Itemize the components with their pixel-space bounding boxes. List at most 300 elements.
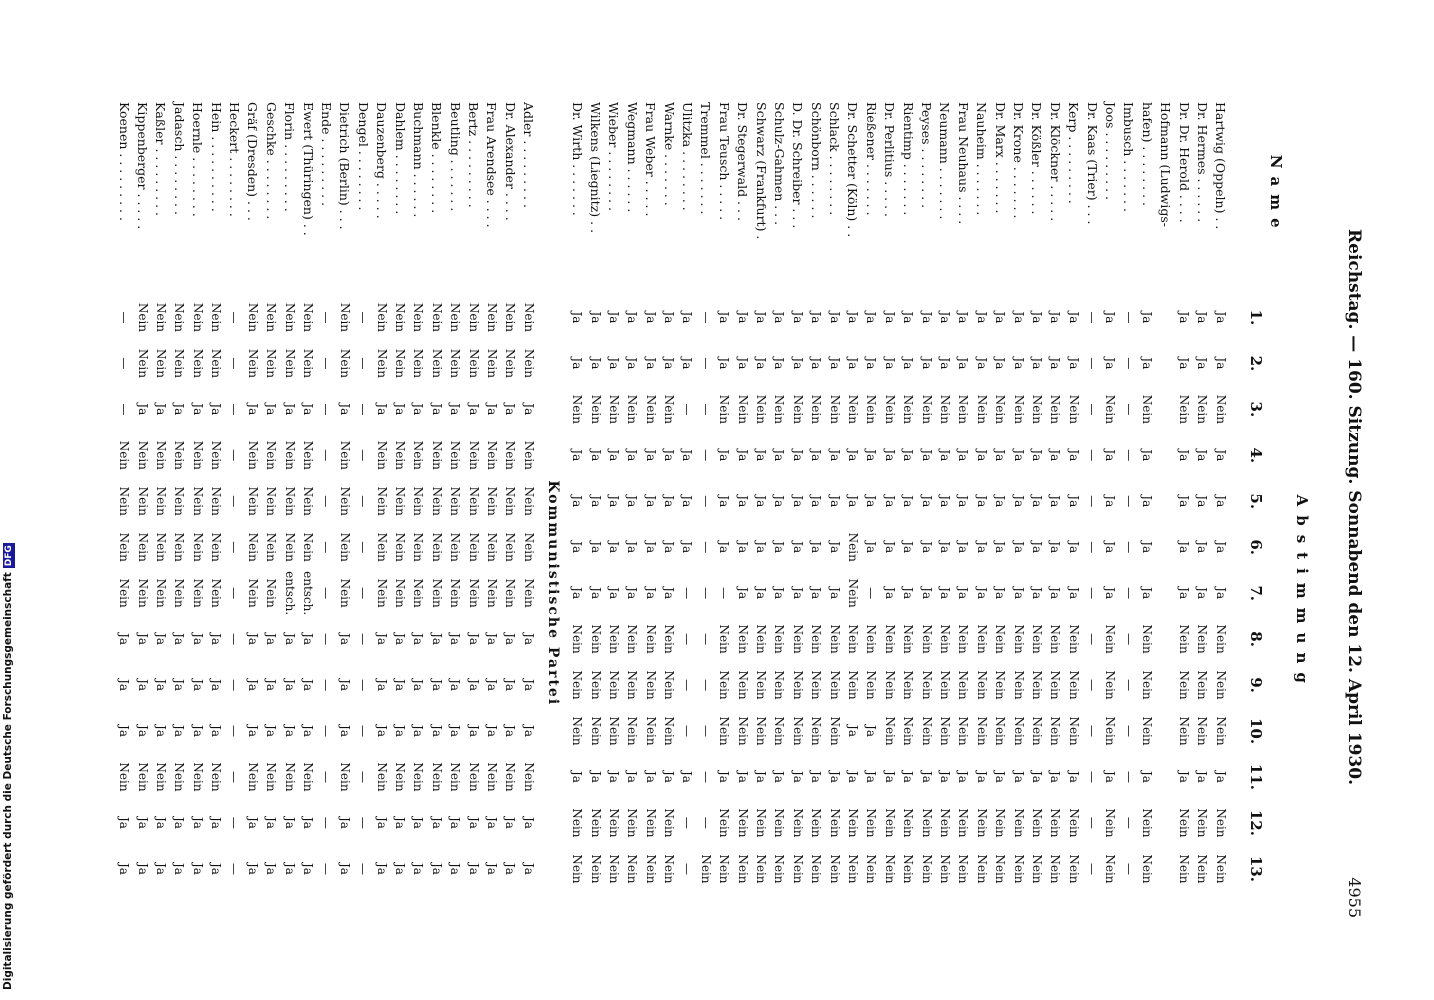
vote-cell: Nein — [625, 716, 640, 746]
vote-cell: Ja — [1195, 495, 1210, 508]
table-row — [642, 96, 660, 892]
vote-cell: Ja — [521, 403, 536, 416]
vote-cell: Ja — [245, 403, 260, 416]
vote-cell: Ja — [717, 449, 732, 462]
vote-cell: Ja — [901, 587, 916, 600]
vote-cell: Ja — [190, 816, 205, 829]
vote-cell: — — [698, 816, 713, 829]
vote-cell: Nein — [466, 440, 481, 470]
vote-cell: Nein — [301, 302, 316, 333]
member-name: Hoernle . . . . . . . . — [190, 102, 206, 217]
vote-cell: Ja — [680, 357, 695, 370]
vote-cell: Ja — [1029, 449, 1044, 462]
vote-cell: Nein — [135, 578, 150, 608]
vote-cell: Ja — [135, 862, 150, 875]
vote-cell: Ja — [448, 679, 463, 692]
vote-cell: Ja — [282, 725, 297, 737]
vote-cell: Nein — [1048, 716, 1063, 746]
vote-cell: Nein — [588, 808, 603, 838]
vote-cell: Ja — [264, 679, 279, 692]
vote-cell: Nein — [1029, 670, 1044, 700]
vote-cell: Ja — [448, 816, 463, 829]
vote-cell: Ja — [772, 449, 787, 462]
vote-cell: — — [319, 357, 334, 370]
vote-cell: Nein — [809, 394, 824, 424]
vote-cell: Nein — [484, 578, 499, 608]
vote-cell: Nein — [588, 394, 603, 424]
vote-cell: Ja — [827, 311, 842, 324]
vote-cell: Nein — [301, 762, 316, 792]
vote-cell: Ja — [937, 449, 952, 462]
vote-cell: Nein — [772, 670, 787, 700]
member-name: Florin . . . . . . . . . — [282, 102, 298, 212]
vote-cell: Nein — [448, 762, 463, 792]
vote-cell: Nein — [484, 762, 499, 792]
vote-cell: Ja — [588, 770, 603, 783]
vote-cell: Nein — [974, 624, 989, 654]
vote-cell: Nein — [521, 348, 536, 378]
vote-cell: Ja — [1066, 587, 1081, 600]
vote-cell: Nein — [1177, 716, 1192, 746]
table-row — [1138, 96, 1156, 892]
vote-cell: — — [1085, 633, 1100, 646]
vote-cell: Ja — [393, 679, 408, 692]
vote-cell: Ja — [735, 311, 750, 324]
vote-cell — [1156, 846, 1174, 892]
vote-cell: Ja — [1213, 311, 1228, 324]
vote-cell: Ja — [411, 816, 426, 829]
table-row — [262, 96, 280, 892]
vote-cell: Ja — [190, 862, 205, 875]
vote-cell: Ja — [1029, 770, 1044, 783]
vote-cell: Nein — [448, 578, 463, 608]
vote-cell: — — [319, 633, 334, 646]
vote-number-header: 12. — [1246, 809, 1265, 836]
vote-cell: Ja — [993, 357, 1008, 370]
vote-cell: — — [227, 495, 242, 508]
table-row — [170, 96, 188, 892]
vote-cell: Nein — [448, 486, 463, 516]
vote-cell: Nein — [1213, 808, 1228, 838]
vote-cell: Ja — [1213, 541, 1228, 554]
vote-cell: — — [698, 541, 713, 554]
member-name: Ewert (Thüringen) . . — [300, 102, 316, 236]
vote-cell: — — [227, 862, 242, 875]
table-row — [770, 96, 788, 892]
vote-cell: Nein — [790, 716, 805, 746]
vote-cell: Nein — [570, 394, 585, 424]
vote-cell: Ja — [827, 495, 842, 508]
table-row — [1083, 96, 1101, 892]
member-name: Hartwig (Oppeln) . . — [1213, 102, 1229, 230]
vote-table-body — [115, 96, 1230, 892]
vote-cell: Nein — [245, 440, 260, 470]
vote-cell: Ja — [448, 725, 463, 737]
vote-cell: Ja — [117, 816, 132, 829]
vote-cell: Ja — [117, 725, 132, 737]
vote-cell: Nein — [521, 532, 536, 562]
vote-cell: Ja — [993, 587, 1008, 600]
vote-cell: Nein — [974, 854, 989, 884]
vote-cell: Ja — [919, 449, 934, 462]
vote-cell: Nein — [374, 532, 389, 562]
vote-cell: Nein — [135, 348, 150, 378]
vote-cell: Nein — [827, 670, 842, 700]
table-row — [586, 96, 604, 892]
vote-cell: Ja — [827, 770, 842, 783]
table-row — [483, 96, 501, 892]
vote-cell: — — [227, 357, 242, 370]
vote-cell: Ja — [846, 725, 860, 737]
vote-cell: Ja — [374, 816, 389, 829]
vote-cell: Ja — [264, 725, 279, 737]
vote-cell: — — [356, 862, 371, 875]
vote-cell: Ja — [521, 862, 536, 875]
vote-cell: Ja — [1103, 449, 1118, 462]
table-row — [225, 96, 243, 892]
vote-cell: Ja — [245, 816, 260, 829]
vote-cell: Ja — [790, 495, 805, 508]
member-name: Wieber . . . . . . . . — [606, 102, 622, 211]
vote-cell: — — [319, 495, 334, 508]
vote-cell: Ja — [1048, 357, 1063, 370]
table-row — [991, 96, 1009, 892]
vote-cell: Ja — [190, 633, 205, 646]
vote-number-header: 5. — [1246, 493, 1265, 510]
table-row — [1212, 96, 1230, 892]
vote-cell: Nein — [245, 302, 260, 333]
member-name: Dr. Wirth . . . . . . . — [569, 102, 585, 216]
vote-cell: Nein — [956, 716, 971, 746]
vote-cell: Ja — [245, 679, 260, 692]
vote-cell: Nein — [484, 440, 499, 470]
vote-cell: Ja — [588, 541, 603, 554]
vote-cell: Ja — [662, 311, 677, 324]
vote-cell: — — [117, 357, 132, 370]
vote-cell: Ja — [264, 816, 279, 829]
dfg-logo: DFG — [4, 545, 14, 567]
vote-cell: Ja — [717, 357, 732, 370]
vote-cell: Nein — [956, 808, 971, 838]
vote-cell: — — [227, 633, 242, 646]
vote-cell: Nein — [209, 486, 224, 516]
vote-cell: Nein — [1103, 854, 1118, 884]
vote-cell: — — [1085, 587, 1100, 600]
vote-cell: Nein — [735, 394, 750, 424]
vote-cell: Ja — [735, 357, 750, 370]
vote-cell: Nein — [448, 532, 463, 562]
vote-cell: Ja — [466, 679, 481, 692]
vote-cell: Ja — [209, 633, 224, 646]
vote-cell: Nein — [117, 762, 132, 792]
vote-cell: Nein — [209, 302, 224, 333]
vote-cell: Nein — [1029, 808, 1044, 838]
vote-cell: Ja — [282, 679, 297, 692]
vote-cell: Ja — [411, 725, 426, 737]
vote-cell: Nein — [662, 624, 677, 654]
vote-cell: Nein — [172, 578, 187, 608]
vote-cell: Nein — [172, 762, 187, 792]
table-row — [697, 96, 715, 892]
vote-cell: Ja — [882, 357, 897, 370]
vote-cell: — — [117, 311, 132, 324]
member-name: Koenen . . . . . . . . . — [116, 102, 132, 221]
vote-cell: — — [698, 725, 713, 738]
vote-cell: Nein — [337, 302, 352, 333]
vote-cell: Nein — [245, 532, 260, 562]
vote-cell: Nein — [662, 394, 677, 424]
vote-cell: Ja — [503, 862, 518, 875]
vote-cell: Nein — [974, 716, 989, 746]
vote-cell: Nein — [190, 486, 205, 516]
table-row — [917, 96, 935, 892]
vote-cell: Nein — [466, 348, 481, 378]
vote-cell: Nein — [337, 348, 352, 378]
vote-cell: Nein — [264, 532, 279, 562]
vote-cell: — — [698, 311, 713, 324]
vote-cell: — — [698, 633, 713, 646]
vote-cell: Nein — [337, 578, 352, 608]
vote-cell: Nein — [1011, 624, 1026, 654]
vote-cell: Ja — [827, 449, 842, 462]
vote-cell: Ja — [974, 587, 989, 600]
vote-cell: — — [1085, 495, 1100, 508]
vote-cell: Nein — [503, 762, 518, 792]
table-row — [1028, 96, 1046, 892]
vote-cell: Nein — [809, 670, 824, 700]
running-head — [1336, 96, 1364, 918]
vote-cell: — — [356, 449, 371, 462]
vote-cell: Ja — [919, 587, 934, 600]
vote-cell: Ja — [1029, 311, 1044, 324]
vote-cell: Nein — [301, 440, 316, 470]
vote-cell: Ja — [1048, 587, 1063, 600]
vote-cell: Nein — [135, 302, 150, 333]
member-name: Dr. Kößler . . . . . . — [1029, 102, 1045, 215]
vote-cell: Ja — [393, 633, 408, 646]
vote-cell: Nein — [209, 578, 224, 608]
vote-cell: Ja — [864, 770, 879, 783]
member-name: Frau Teusch . . . . . — [716, 102, 732, 221]
table-row — [207, 96, 225, 892]
vote-cell: Ja — [1140, 357, 1155, 370]
vote-cell: — — [1121, 541, 1136, 554]
member-name: Kaßler . . . . . . . . . — [153, 102, 169, 217]
vote-cell: Nein — [662, 854, 677, 884]
vote-cell: Ja — [625, 357, 640, 370]
vote-cell: Ja — [993, 449, 1008, 462]
vote-cell: Nein — [484, 302, 499, 333]
vote-cell: Ja — [846, 495, 860, 508]
vote-cell: Nein — [606, 808, 621, 838]
vote-cell: Ja — [393, 816, 408, 829]
vote-cell: — — [1121, 311, 1136, 324]
vote-cell: Ja — [521, 633, 536, 646]
vote-cell: Nein — [735, 808, 750, 838]
vote-cell: — — [698, 679, 713, 692]
vote-cell: Ja — [503, 725, 518, 737]
vote-cell: Nein — [1177, 394, 1192, 424]
vote-cell: Ja — [1029, 495, 1044, 508]
vote-cell: — — [227, 311, 242, 324]
vote-cell: — — [698, 449, 713, 462]
vote-cell: Ja — [588, 357, 603, 370]
vote-cell: Nein — [337, 486, 352, 516]
vote-cell: — — [227, 541, 242, 554]
vote-cell: Ja — [790, 770, 805, 783]
vote-cell: Ja — [754, 311, 769, 324]
vote-cell: Ja — [993, 770, 1008, 783]
vote-cell: Nein — [919, 624, 934, 654]
vote-cell: Ja — [190, 403, 205, 416]
table-row — [115, 96, 133, 892]
vote-cell: Nein — [864, 854, 879, 884]
vote-cell: Nein — [393, 440, 408, 470]
vote-cell: Ja — [411, 862, 426, 875]
vote-cell: Nein — [1103, 808, 1118, 838]
vote-cell: Nein — [1029, 624, 1044, 654]
member-name: Ende . . . . . . . . . — [318, 102, 334, 207]
vote-cell: — — [356, 495, 371, 508]
vote-cell: Nein — [937, 854, 952, 884]
vote-cell: Ja — [282, 862, 297, 875]
abstimmung-header: Abstimmung — [1292, 494, 1311, 692]
vote-cell: Ja — [172, 679, 187, 692]
vote-cell: Ja — [993, 311, 1008, 324]
table-row — [372, 96, 390, 892]
vote-cell: Nein — [503, 440, 518, 470]
vote-cell: Nein — [466, 532, 481, 562]
member-name: Beutling . . . . . . . — [447, 102, 463, 212]
vote-cell: Nein — [1029, 854, 1044, 884]
vote-cell: Ja — [1011, 541, 1026, 554]
vote-cell: Ja — [882, 587, 897, 600]
table-row — [899, 96, 917, 892]
table-row — [354, 96, 372, 892]
vote-cell: Ja — [754, 449, 769, 462]
vote-cell: Ja — [864, 541, 879, 554]
vote-number-header: 7. — [1246, 585, 1265, 601]
table-row — [660, 96, 678, 892]
vote-number-header: 13. — [1246, 855, 1265, 882]
member-name: Schönborn . . . . . . — [808, 102, 824, 219]
vote-cell: Nein — [846, 624, 860, 654]
vote-cell: Nein — [429, 302, 444, 333]
vote-cell: Ja — [1066, 495, 1081, 508]
vote-cell: Nein — [484, 532, 499, 562]
vote-cell: Ja — [588, 449, 603, 462]
vote-cell: — — [356, 541, 371, 554]
vote-cell: Ja — [1213, 357, 1228, 370]
vote-cell: Ja — [993, 541, 1008, 554]
vote-cell: Nein — [717, 808, 732, 838]
vote-cell: Nein — [153, 348, 168, 378]
vote-cell: Nein — [1177, 854, 1192, 884]
vote-cell: — — [1121, 725, 1136, 738]
member-name: Buchmann . . . . . . — [410, 102, 426, 218]
vote-cell: Ja — [429, 633, 444, 646]
vote-cell: Nein — [643, 854, 658, 884]
vote-cell: — — [319, 770, 334, 783]
vote-cell: Ja — [864, 725, 879, 737]
vote-cell: Ja — [956, 449, 971, 462]
vote-cell: Nein — [374, 578, 389, 608]
member-name: Frau Neuhaus . . . . — [955, 102, 971, 225]
vote-cell: Ja — [625, 770, 640, 783]
vote-cell: Nein — [570, 624, 585, 654]
vote-cell: Nein — [466, 486, 481, 516]
table-row — [317, 96, 335, 892]
member-name: Dr. Hermes . . . . . . — [1194, 102, 1210, 223]
member-name: Nauheim . . . . . . . — [974, 102, 990, 216]
vote-cell: Ja — [1177, 357, 1192, 370]
vote-cell: — — [1085, 403, 1100, 416]
vote-cell: — — [1085, 816, 1100, 829]
party-heading-row — [538, 96, 568, 892]
member-name: Warnke . . . . . . . — [661, 102, 677, 206]
vote-cell: Nein — [882, 394, 897, 424]
vote-cell: Ja — [429, 725, 444, 737]
vote-cell: Nein — [772, 394, 787, 424]
vote-cell: Ja — [864, 357, 879, 370]
vote-cell: Nein — [117, 486, 132, 516]
vote-cell: Nein — [919, 716, 934, 746]
vote-cell: Nein — [772, 624, 787, 654]
vote-cell: Ja — [864, 311, 879, 324]
vote-cell: Nein — [901, 624, 916, 654]
vote-cell: Nein — [827, 808, 842, 838]
table-row — [844, 96, 862, 892]
vote-cell: Nein — [846, 532, 860, 562]
vote-cell: Nein — [919, 670, 934, 700]
vote-cell: Ja — [1029, 541, 1044, 554]
member-name: Dr. Perlitius . . . . . — [882, 102, 898, 218]
vote-cell: Nein — [956, 394, 971, 424]
vote-cell: Ja — [937, 770, 952, 783]
member-name: Hofmann (Ludwigs- — [1158, 102, 1174, 227]
vote-cell: Nein — [411, 532, 426, 562]
vote-cell: Ja — [974, 357, 989, 370]
vote-cell: — — [1085, 357, 1100, 370]
vote-cell: Nein — [901, 854, 916, 884]
vote-cell: Ja — [1011, 770, 1026, 783]
vote-cell: Nein — [411, 762, 426, 792]
vote-cell: Ja — [429, 816, 444, 829]
vote-cell: Ja — [301, 816, 316, 829]
table-row — [1101, 96, 1119, 892]
vote-number-header: 9. — [1246, 677, 1265, 693]
vote-cell: Nein — [264, 578, 279, 608]
member-name: Kerp . . . . . . . . . — [1066, 102, 1082, 204]
vote-cell: Nein — [264, 486, 279, 516]
vote-cell: Ja — [643, 770, 658, 783]
vote-cell: Nein — [606, 624, 621, 654]
vote-cell: Nein — [337, 762, 352, 792]
vote-cell: Ja — [337, 862, 352, 875]
vote-cell: — — [698, 495, 713, 508]
vote-cell: Ja — [466, 633, 481, 646]
vote-cell: Ja — [172, 725, 187, 737]
vote-cell: Ja — [1140, 770, 1155, 783]
vote-cell: — — [680, 633, 695, 646]
vote-cell: — — [680, 725, 695, 738]
vote-cell: — — [717, 587, 732, 600]
vote-cell: Nein — [282, 762, 297, 792]
vote-cell: Nein — [625, 624, 640, 654]
vote-cell: Ja — [503, 633, 518, 646]
vote-number-header: 4. — [1246, 447, 1265, 464]
vote-cell: Ja — [662, 541, 677, 554]
